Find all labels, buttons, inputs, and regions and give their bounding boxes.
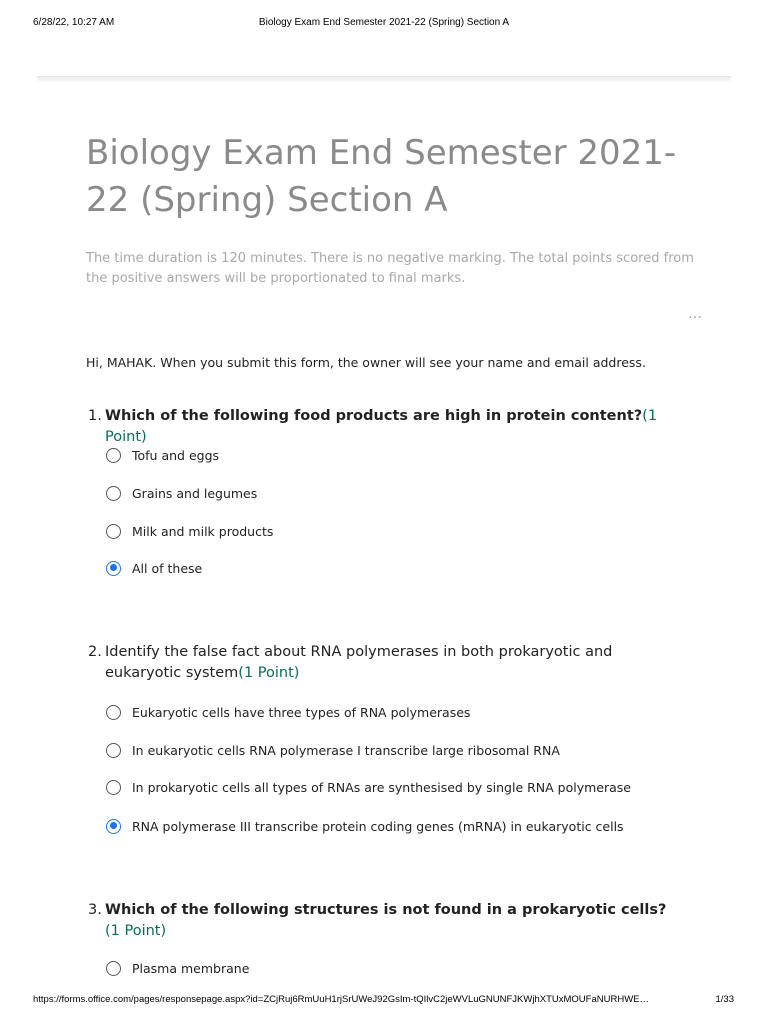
- option-three-rna-polymerases[interactable]: [106, 702, 706, 722]
- print-url: https://forms.office.com/pages/responsepage.aspx?id=ZCjRuj6RmUuH1rjSrUWeJ92GsIm-tQIlvC2jeWVLuGNUNFJKWjhXTUxMOUFaNURHWE…: [33, 994, 649, 1005]
- option-label: Milk and milk products: [132, 523, 274, 539]
- print-datetime: 6/28/22, 10:27 AM: [33, 17, 115, 28]
- radio-button[interactable]: [106, 448, 121, 463]
- question-points: (1 Point): [238, 665, 300, 681]
- option-label: Grains and legumes: [132, 485, 258, 501]
- question-number: 1.: [88, 408, 102, 424]
- option-label: Plasma membrane: [132, 960, 250, 976]
- option-label: All of these: [132, 560, 203, 576]
- option-label: In eukaryotic cells RNA polymerase I transcribe large ribosomal RNA: [132, 742, 560, 758]
- option-label: Tofu and eggs: [132, 447, 220, 463]
- print-footer: [0, 994, 768, 1008]
- question-points: (1 Point): [105, 923, 167, 939]
- print-header: [0, 17, 768, 31]
- option-all-of-these[interactable]: [106, 558, 706, 578]
- print-title: Biology Exam End Semester 2021-22 (Spring) Section A: [258, 17, 510, 28]
- respondent-notice: Hi, MAHAK. When you submit this form, the owner will see your name and email address.: [86, 355, 646, 370]
- question-3: [88, 900, 688, 942]
- radio-button[interactable]: [106, 743, 121, 758]
- form-card-top-edge: [37, 76, 731, 83]
- question-1: [88, 406, 688, 448]
- more-options-icon[interactable]: …: [688, 306, 703, 322]
- form-description: The time duration is 120 minutes. There is no negative marking. The total points scored from the positive answers will be proportionated to final marks.: [86, 251, 694, 286]
- question-2: [88, 642, 688, 684]
- option-grains-legumes[interactable]: [106, 483, 706, 503]
- radio-button[interactable]: [106, 780, 121, 795]
- radio-button[interactable]: [106, 486, 121, 501]
- radio-button[interactable]: [106, 524, 121, 539]
- question-text: [105, 900, 688, 942]
- question-label: Identify the false fact about RNA polymerases in both prokaryotic and eukaryotic system: [105, 644, 613, 681]
- radio-button[interactable]: [106, 961, 121, 976]
- form-title: Biology Exam End Semester 2021-22 (Spring) Section A: [86, 133, 677, 220]
- option-label: RNA polymerase III transcribe protein coding genes (mRNA) in eukaryotic cells: [132, 818, 624, 834]
- option-milk-products[interactable]: [106, 521, 706, 541]
- option-label: In prokaryotic cells all types of RNAs are synthesised by single RNA polymerase: [132, 779, 631, 795]
- question-text: [105, 406, 688, 448]
- question-points: (1 Point): [105, 408, 658, 445]
- question-text: [105, 642, 688, 684]
- radio-button[interactable]: [106, 705, 121, 720]
- question-number: 3.: [88, 902, 102, 918]
- print-page-number: 1/33: [715, 994, 734, 1005]
- question-label: Which of the following food products are high in protein content?: [105, 408, 643, 424]
- question-label: Which of the following structures is not found in a prokaryotic cells?: [105, 902, 667, 918]
- question-number: 2.: [88, 644, 102, 660]
- radio-button-selected[interactable]: [106, 561, 121, 576]
- option-plasma-membrane[interactable]: [106, 958, 706, 978]
- option-rna-pol-3[interactable]: [106, 816, 706, 836]
- option-single-rna-polymerase[interactable]: [106, 777, 706, 797]
- option-label: Eukaryotic cells have three types of RNA polymerases: [132, 704, 471, 720]
- radio-button-selected[interactable]: [106, 819, 121, 834]
- option-rna-pol-1[interactable]: [106, 740, 706, 760]
- option-tofu-eggs[interactable]: [106, 445, 706, 465]
